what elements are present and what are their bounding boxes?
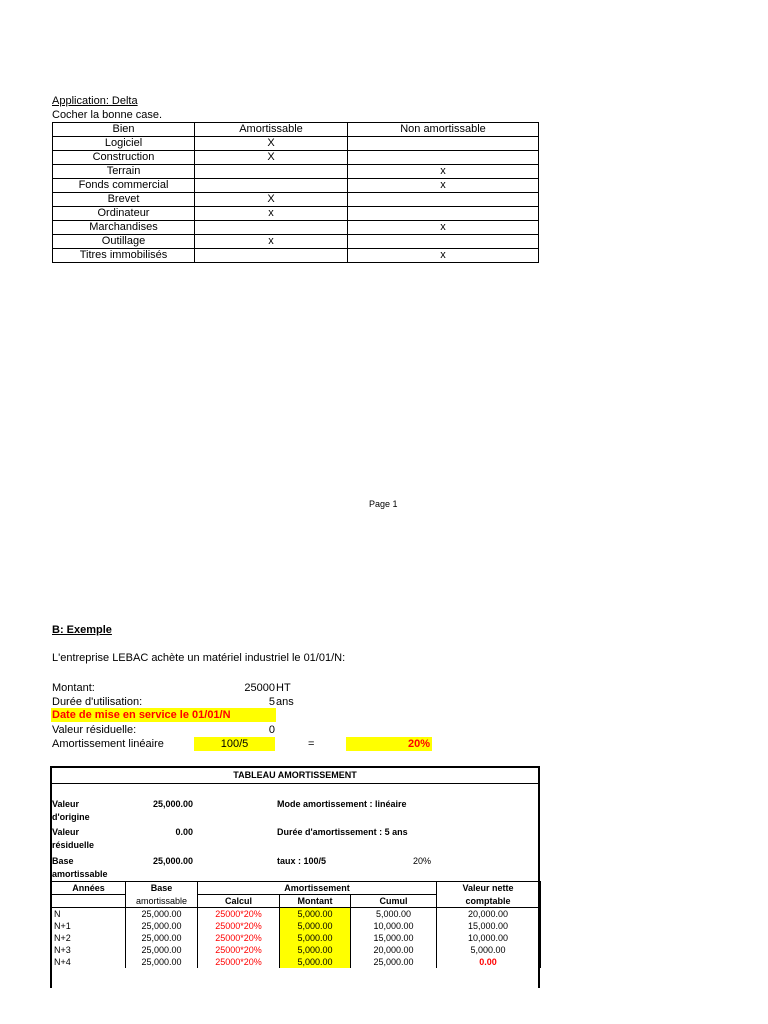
annee-cell: N [51, 908, 126, 921]
col-base-2: amortissable [126, 895, 198, 908]
duree-amortissement: Durée d'amortissement : 5 ans [277, 827, 408, 837]
vnc-cell: 0.00 [437, 956, 541, 968]
calcul-cell: 25000*20% [198, 920, 280, 932]
montant-value: 25000 [244, 682, 275, 694]
tableau-title: TABLEAU AMORTISSEMENT [52, 768, 538, 784]
base-label-1: Base [52, 856, 74, 866]
amortissable-cell[interactable]: x [195, 207, 348, 221]
table-row [53, 207, 539, 221]
lineaire-formula: 100/5 [194, 737, 275, 751]
amortization-grid [50, 881, 541, 968]
montant-label: Montant: [52, 682, 95, 694]
intro-text: L'entreprise LEBAC achète un matériel industriel le 01/01/N: [52, 652, 346, 664]
base-cell: 25,000.00 [126, 920, 198, 932]
non-amortissable-cell[interactable] [348, 151, 539, 165]
calcul-cell: 25000*20% [198, 944, 280, 956]
bien-cell: Brevet [53, 193, 195, 207]
header-amortissable: Amortissable [195, 123, 348, 137]
table-row [53, 137, 539, 151]
vnc-cell: 10,000.00 [437, 932, 541, 944]
vnc-cell: 5,000.00 [437, 944, 541, 956]
valeur-residuelle-value: 0.00 [175, 827, 193, 837]
non-amortissable-cell[interactable] [348, 207, 539, 221]
bien-cell: Titres immobilisés [53, 249, 195, 263]
cumul-cell: 25,000.00 [351, 956, 437, 968]
cumul-cell: 15,000.00 [351, 932, 437, 944]
instruction-text: Cocher la bonne case. [52, 109, 163, 121]
duree-label: Durée d'utilisation: [52, 696, 143, 708]
date-mise-en-service: Date de mise en service le 01/01/N [52, 709, 231, 721]
montant-cell: 5,000.00 [280, 908, 351, 921]
table-row [53, 235, 539, 249]
non-amortissable-cell[interactable] [348, 235, 539, 249]
valeur-residuelle-label-2: résiduelle [52, 840, 95, 850]
cumul-cell: 20,000.00 [351, 944, 437, 956]
amortissable-cell[interactable]: X [195, 137, 348, 151]
grid-subheader-row [51, 895, 540, 908]
col-calcul: Calcul [198, 895, 280, 908]
grid-header-row [51, 882, 540, 895]
base-cell: 25,000.00 [126, 956, 198, 968]
non-amortissable-cell[interactable]: x [348, 165, 539, 179]
table-row [51, 932, 540, 944]
annee-cell: N+2 [51, 932, 126, 944]
vnc-cell: 20,000.00 [437, 908, 541, 921]
bien-cell: Ordinateur [53, 207, 195, 221]
bien-cell: Outillage [53, 235, 195, 249]
bien-cell: Logiciel [53, 137, 195, 151]
duree-value: 5 [268, 696, 275, 708]
base-cell: 25,000.00 [126, 944, 198, 956]
bien-cell: Terrain [53, 165, 195, 179]
equals-sign: = [308, 738, 315, 750]
valeur-origine-label-2: d'origine [52, 812, 90, 822]
table-row [53, 193, 539, 207]
table-row [53, 221, 539, 235]
base-value: 25,000.00 [152, 856, 193, 866]
table-row [53, 165, 539, 179]
calcul-cell: 25000*20% [198, 908, 280, 921]
table-header-row [53, 123, 539, 137]
amortissable-cell[interactable] [195, 179, 348, 193]
residuelle-label: Valeur résiduelle: [52, 724, 137, 736]
page-number: Page 1 [369, 499, 398, 509]
col-amortissement: Amortissement [198, 882, 437, 895]
montant-cell: 5,000.00 [280, 956, 351, 968]
table-row [53, 151, 539, 165]
annee-cell: N+4 [51, 956, 126, 968]
bien-cell: Marchandises [53, 221, 195, 235]
amortissable-cell[interactable] [195, 221, 348, 235]
lineaire-label: Amortissement linéaire [52, 738, 164, 750]
non-amortissable-cell[interactable]: x [348, 221, 539, 235]
table-row [51, 944, 540, 956]
montant-cell: 5,000.00 [280, 932, 351, 944]
taux-label: taux : 100/5 [277, 856, 327, 866]
col-cumul: Cumul [351, 895, 437, 908]
non-amortissable-cell[interactable] [348, 193, 539, 207]
amortissable-cell[interactable] [195, 249, 348, 263]
table-row [51, 956, 540, 968]
calcul-cell: 25000*20% [198, 932, 280, 944]
residuelle-value: 0 [268, 724, 275, 736]
annee-cell: N+1 [51, 920, 126, 932]
application-title: Application: Delta [52, 95, 138, 107]
bien-cell: Construction [53, 151, 195, 165]
valeur-origine-value: 25,000.00 [152, 799, 193, 809]
base-cell: 25,000.00 [126, 932, 198, 944]
lineaire-rate: 20% [346, 737, 432, 751]
col-annees: Années [51, 882, 126, 895]
example-title: B: Exemple [52, 624, 112, 636]
valeur-residuelle-label-1: Valeur [52, 827, 80, 837]
table-row [51, 920, 540, 932]
montant-cell: 5,000.00 [280, 944, 351, 956]
table-row [53, 179, 539, 193]
header-bien: Bien [53, 123, 195, 137]
base-label-2: amortissable [52, 869, 108, 879]
amortissable-cell[interactable] [195, 165, 348, 179]
col-montant: Montant [280, 895, 351, 908]
classification-table [52, 122, 539, 263]
bien-cell: Fonds commercial [53, 179, 195, 193]
amortissable-cell[interactable]: X [195, 193, 348, 207]
valeur-origine-label-1: Valeur [52, 799, 80, 809]
montant-cell: 5,000.00 [280, 920, 351, 932]
table-row [51, 908, 540, 921]
taux-value: 20% [412, 856, 431, 866]
col-base: Base [126, 882, 198, 895]
base-cell: 25,000.00 [126, 908, 198, 921]
non-amortissable-cell[interactable] [348, 137, 539, 151]
cumul-cell: 5,000.00 [351, 908, 437, 921]
annee-cell: N+3 [51, 944, 126, 956]
duree-unit: ans [276, 696, 294, 708]
vnc-cell: 15,000.00 [437, 920, 541, 932]
calcul-cell: 25000*20% [198, 956, 280, 968]
non-amortissable-cell[interactable]: x [348, 249, 539, 263]
table-row [53, 249, 539, 263]
header-non-amortissable: Non amortissable [348, 123, 539, 137]
non-amortissable-cell[interactable]: x [348, 179, 539, 193]
cumul-cell: 10,000.00 [351, 920, 437, 932]
mode-amortissement: Mode amortissement : linéaire [277, 799, 407, 809]
amortissable-cell[interactable]: x [195, 235, 348, 249]
col-vnc: Valeur nette [437, 882, 541, 895]
amortissable-cell[interactable]: X [195, 151, 348, 165]
col-vnc-2: comptable [437, 895, 541, 908]
montant-unit: HT [276, 682, 291, 694]
